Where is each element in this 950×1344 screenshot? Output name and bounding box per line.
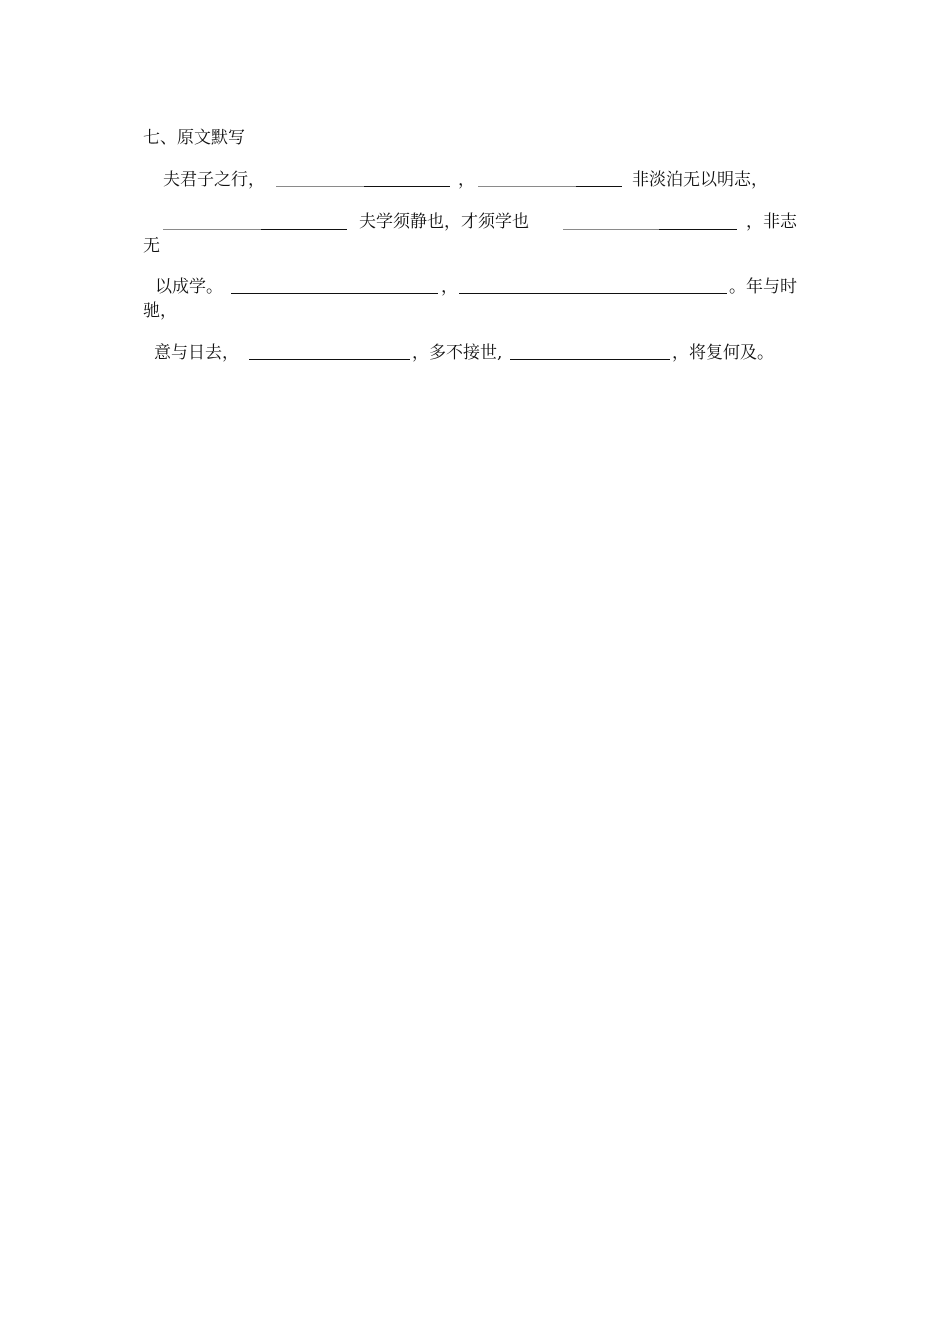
line3-blank1[interactable] (231, 293, 438, 294)
line1-blank1-thin[interactable] (276, 186, 364, 187)
line4-text-end: ，将复何及。 (672, 343, 774, 363)
line4-text-start: 意与日去， (154, 343, 239, 363)
line1-blank2-thick[interactable] (576, 186, 622, 187)
line3-text-start: 以成学。 (155, 277, 223, 297)
line4-blank1[interactable] (249, 359, 410, 360)
line2-wrap: 无 (143, 236, 160, 256)
section-heading: 七、原文默写 (143, 128, 245, 148)
line3-wrap: 驰， (143, 301, 177, 321)
line2-blank2-thick[interactable] (659, 229, 737, 230)
line3-text-end: 。年与时 (729, 277, 797, 297)
line2-blank1-thin[interactable] (163, 229, 261, 230)
line4-blank2[interactable] (510, 359, 670, 360)
line2-text-end: ，非志 (746, 212, 797, 232)
line4-text-middle: ，多不接世, (412, 343, 503, 363)
line2-blank2-thin[interactable] (563, 229, 659, 230)
line1-separator: ， (458, 170, 475, 190)
line1-blank2-thin[interactable] (478, 186, 576, 187)
line1-blank1-thick[interactable] (364, 186, 450, 187)
line3-blank2[interactable] (459, 293, 727, 294)
line1-text-start: 夫君子之行， (163, 170, 265, 190)
line1-text-end: 非淡泊无以明志， (632, 170, 768, 190)
line2-text-middle: 夫学须静也，才须学也 (359, 212, 529, 232)
line3-separator: ， (441, 277, 458, 297)
line2-blank1-thick[interactable] (261, 229, 347, 230)
